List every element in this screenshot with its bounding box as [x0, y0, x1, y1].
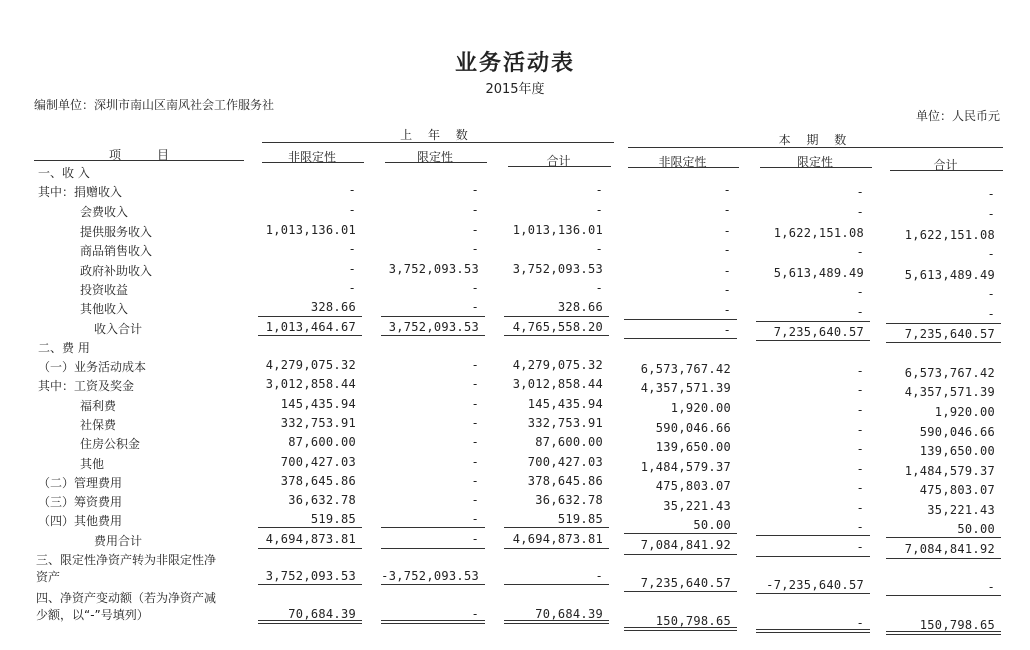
- row-label-5: 政府补助收入: [80, 264, 153, 278]
- cell-r6-c5: -: [987, 287, 995, 301]
- row-label-10: （一）业务活动成本: [38, 360, 147, 374]
- cell-r3-c2: 1,013,136.01: [512, 223, 603, 237]
- row-label-13: 社保费: [80, 418, 117, 432]
- cell-r17-c0: 36,632.78: [288, 493, 356, 507]
- cell-r10-c3: 6,573,767.42: [640, 362, 731, 376]
- cell-r8-c4: 7,235,640.57: [773, 325, 864, 339]
- row-label-15: 其他: [80, 457, 105, 471]
- cell-r1-c4: -: [856, 185, 864, 199]
- cell-r17-c4: -: [856, 501, 864, 515]
- header-underline-4: [760, 167, 872, 168]
- cell-r19-c3: 7,084,841.92: [640, 538, 731, 552]
- cell-r13-c0: 332,753.91: [280, 416, 356, 430]
- total-rule-19-1: [381, 548, 485, 549]
- cell-r4-c2: -: [595, 242, 603, 256]
- column-header-unrestricted-3: 非限定性: [658, 155, 707, 169]
- cell-r1-c5: -: [987, 187, 995, 201]
- total-rule-8-3: [624, 338, 737, 339]
- subtotal-rule-8-0: [258, 316, 362, 317]
- row-label-12: 福利费: [80, 399, 117, 413]
- cell-r20-c5: -: [987, 580, 995, 594]
- report-year: 2015年度: [485, 82, 545, 97]
- subtotal-rule-8-1: [381, 316, 485, 317]
- cell-r4-c5: -: [987, 247, 995, 261]
- cell-r13-c2: 332,753.91: [527, 416, 603, 430]
- cell-r14-c4: -: [856, 442, 864, 456]
- cell-r11-c3: 4,357,571.39: [640, 381, 731, 395]
- final-double-rule-2: [504, 620, 609, 624]
- cell-r11-c2: 3,012,858.44: [512, 377, 603, 391]
- subtotal-rule-8-4: [756, 321, 870, 322]
- cell-r20-c4: -7,235,640.57: [766, 578, 864, 592]
- cell-r4-c1: -: [471, 242, 479, 256]
- cell-r12-c5: 1,920.00: [934, 405, 995, 419]
- group-header-prior: 上 年 数: [400, 128, 474, 142]
- final-double-rule-5: [886, 631, 1001, 635]
- total-rule-20-1: [381, 584, 485, 585]
- cell-r10-c0: 4,279,075.32: [265, 358, 356, 372]
- cell-r19-c4: -: [856, 540, 864, 554]
- cell-r15-c2: 700,427.03: [527, 455, 603, 469]
- compiling-unit: 编制单位：深圳市南山区南风社会工作服务社: [34, 98, 275, 112]
- cell-r21-c4: -: [856, 616, 864, 630]
- row-label-20: 三、限定性净资产转为非限定性净: [36, 553, 217, 567]
- group-header-current: 本 期 数: [778, 133, 853, 147]
- row-label-3: 提供服务收入: [80, 225, 153, 239]
- cell-r19-c2: 4,694,873.81: [512, 532, 603, 546]
- cell-r21-c1: -: [471, 607, 479, 621]
- cell-r8-c1: 3,752,093.53: [388, 320, 479, 334]
- column-header-unrestricted-0: 非限定性: [287, 150, 336, 164]
- cell-r3-c3: -: [723, 224, 731, 238]
- row-label-9: 二、费 用: [38, 341, 90, 355]
- total-rule-20-2: [504, 584, 609, 585]
- row-label-1: 其中：捐赠收入: [38, 185, 123, 199]
- cell-r17-c2: 36,632.78: [535, 493, 603, 507]
- cell-r4-c0: -: [348, 242, 356, 256]
- column-header-total-5: 合计: [933, 158, 958, 172]
- cell-r11-c0: 3,012,858.44: [265, 377, 356, 391]
- header-underline-1: [385, 162, 487, 163]
- row-label-19: 费用合计: [94, 534, 143, 548]
- cell-r2-c5: -: [987, 207, 995, 221]
- cell-r7-c2: 328.66: [557, 300, 603, 314]
- report-title: 业务活动表: [454, 50, 575, 76]
- row-label-16: （二）管理费用: [38, 476, 123, 490]
- cell-r13-c5: 590,046.66: [919, 425, 995, 439]
- cell-r14-c5: 139,650.00: [919, 444, 995, 458]
- cell-r15-c5: 1,484,579.37: [904, 464, 995, 478]
- cell-r14-c3: 139,650.00: [655, 440, 731, 454]
- header-underline-item: [34, 160, 244, 161]
- cell-r10-c1: -: [471, 358, 479, 372]
- row-label-6: 投资收益: [80, 283, 129, 297]
- total-rule-8-2: [504, 335, 609, 336]
- row-label-18: （四）其他费用: [38, 514, 123, 528]
- row-label-cont-21: 少额，以“-”号填列）: [36, 608, 149, 622]
- cell-r1-c1: -: [471, 183, 479, 197]
- row-label-cont-20: 资产: [36, 570, 61, 584]
- cell-r12-c4: -: [856, 403, 864, 417]
- cell-r6-c2: -: [595, 281, 603, 295]
- cell-r13-c1: -: [471, 416, 479, 430]
- cell-r3-c0: 1,013,136.01: [265, 223, 356, 237]
- cell-r4-c4: -: [856, 245, 864, 259]
- cell-r3-c1: -: [471, 223, 479, 237]
- cell-r14-c2: 87,600.00: [535, 435, 603, 449]
- cell-r2-c4: -: [856, 205, 864, 219]
- cell-r10-c4: -: [856, 364, 864, 378]
- total-rule-20-4: [756, 593, 870, 594]
- cell-r13-c4: -: [856, 423, 864, 437]
- cell-r10-c5: 6,573,767.42: [904, 366, 995, 380]
- cell-r3-c5: 1,622,151.08: [904, 228, 995, 242]
- header-underline-3: [628, 167, 739, 168]
- row-label-11: 其中：工资及奖金: [38, 379, 135, 393]
- cell-r5-c1: 3,752,093.53: [388, 262, 479, 276]
- cell-r8-c2: 4,765,558.20: [512, 320, 603, 334]
- cell-r11-c4: -: [856, 383, 864, 397]
- column-header-item: 项 目: [108, 148, 169, 162]
- header-underline-2: [508, 166, 611, 167]
- total-rule-8-0: [258, 335, 362, 336]
- final-double-rule-4: [756, 629, 870, 633]
- cell-r18-c0: 519.85: [310, 512, 356, 526]
- total-rule-20-3: [624, 591, 737, 592]
- cell-r2-c2: -: [595, 203, 603, 217]
- cell-r20-c0: 3,752,093.53: [265, 569, 356, 583]
- subtotal-rule-8-3: [624, 319, 737, 320]
- final-double-rule-0: [258, 620, 362, 624]
- cell-r6-c1: -: [471, 281, 479, 295]
- cell-r16-c5: 475,803.07: [919, 483, 995, 497]
- cell-r18-c5: 50.00: [957, 522, 995, 536]
- cell-r8-c3: -: [723, 323, 731, 337]
- cell-r16-c1: -: [471, 474, 479, 488]
- cell-r14-c1: -: [471, 435, 479, 449]
- cell-r16-c0: 378,645.86: [280, 474, 356, 488]
- cell-r17-c3: 35,221.43: [663, 499, 731, 513]
- total-rule-8-1: [381, 335, 485, 336]
- cell-r1-c2: -: [595, 183, 603, 197]
- cell-r13-c3: 590,046.66: [655, 421, 731, 435]
- cell-r12-c2: 145,435.94: [527, 397, 603, 411]
- cell-r19-c0: 4,694,873.81: [265, 532, 356, 546]
- cell-r7-c1: -: [471, 300, 479, 314]
- subtotal-rule-19-1: [381, 527, 485, 528]
- cell-r21-c3: 150,798.65: [655, 614, 731, 628]
- subtotal-rule-8-5: [886, 323, 1001, 324]
- subtotal-rule-19-0: [258, 527, 362, 528]
- cell-r12-c1: -: [471, 397, 479, 411]
- cell-r6-c4: -: [856, 285, 864, 299]
- header-underline-0: [262, 162, 364, 163]
- cell-r5-c4: 5,613,489.49: [773, 266, 864, 280]
- row-label-2: 会费收入: [80, 205, 129, 219]
- cell-r8-c5: 7,235,640.57: [904, 327, 995, 341]
- group-underline-current: [628, 147, 1003, 148]
- column-header-restricted-1: 限定性: [416, 150, 453, 164]
- row-label-4: 商品销售收入: [80, 244, 153, 258]
- cell-r19-c5: 7,084,841.92: [904, 542, 995, 556]
- total-rule-8-4: [756, 340, 870, 341]
- row-label-8: 收入合计: [94, 322, 143, 336]
- row-label-0: 一、收 入: [38, 166, 90, 180]
- cell-r17-c1: -: [471, 493, 479, 507]
- cell-r15-c4: -: [856, 462, 864, 476]
- cell-r16-c4: -: [856, 481, 864, 495]
- cell-r19-c1: -: [471, 532, 479, 546]
- subtotal-rule-19-3: [624, 533, 737, 534]
- cell-r20-c3: 7,235,640.57: [640, 576, 731, 590]
- cell-r12-c0: 145,435.94: [280, 397, 356, 411]
- header-underline-5: [890, 170, 1003, 171]
- cell-r16-c3: 475,803.07: [655, 479, 731, 493]
- cell-r14-c0: 87,600.00: [288, 435, 356, 449]
- cell-r11-c5: 4,357,571.39: [904, 385, 995, 399]
- total-rule-19-4: [756, 556, 870, 557]
- total-rule-20-5: [886, 595, 1001, 596]
- row-label-17: （三）筹资费用: [38, 495, 123, 509]
- total-rule-19-0: [258, 548, 362, 549]
- cell-r7-c5: -: [987, 307, 995, 321]
- cell-r1-c0: -: [348, 183, 356, 197]
- cell-r2-c3: -: [723, 203, 731, 217]
- cell-r4-c3: -: [723, 243, 731, 257]
- cell-r12-c3: 1,920.00: [670, 401, 731, 415]
- row-label-14: 住房公积金: [80, 437, 141, 451]
- cell-r7-c3: -: [723, 303, 731, 317]
- cell-r18-c1: -: [471, 512, 479, 526]
- cell-r16-c2: 378,645.86: [527, 474, 603, 488]
- group-underline-prior: [262, 142, 614, 143]
- cell-r15-c0: 700,427.03: [280, 455, 356, 469]
- cell-r18-c2: 519.85: [557, 512, 603, 526]
- cell-r5-c3: -: [723, 264, 731, 278]
- column-header-total-2: 合计: [546, 154, 571, 168]
- final-double-rule-1: [381, 620, 485, 624]
- cell-r3-c4: 1,622,151.08: [773, 226, 864, 240]
- cell-r5-c2: 3,752,093.53: [512, 262, 603, 276]
- cell-r17-c5: 35,221.43: [927, 503, 995, 517]
- total-rule-19-2: [504, 548, 609, 549]
- cell-r15-c1: -: [471, 455, 479, 469]
- cell-r21-c2: 70,684.39: [535, 607, 603, 621]
- cell-r6-c3: -: [723, 283, 731, 297]
- total-rule-19-5: [886, 558, 1001, 559]
- cell-r15-c3: 1,484,579.37: [640, 460, 731, 474]
- subtotal-rule-19-4: [756, 535, 870, 536]
- cell-r21-c0: 70,684.39: [288, 607, 356, 621]
- cell-r11-c1: -: [471, 377, 479, 391]
- cell-r20-c1: -3,752,093.53: [381, 569, 479, 583]
- cell-r2-c0: -: [348, 203, 356, 217]
- cell-r7-c4: -: [856, 305, 864, 319]
- cell-r5-c5: 5,613,489.49: [904, 268, 995, 282]
- final-double-rule-3: [624, 627, 737, 631]
- total-rule-20-0: [258, 584, 362, 585]
- row-label-21: 四、净资产变动额（若为净资产减: [36, 591, 217, 605]
- cell-r1-c3: -: [723, 183, 731, 197]
- cell-r20-c2: -: [595, 569, 603, 583]
- subtotal-rule-19-2: [504, 527, 609, 528]
- cell-r8-c0: 1,013,464.67: [265, 320, 356, 334]
- cell-r18-c3: 50.00: [693, 518, 731, 532]
- row-label-7: 其他收入: [80, 302, 129, 316]
- cell-r21-c5: 150,798.65: [919, 618, 995, 632]
- cell-r18-c4: -: [856, 520, 864, 534]
- cell-r10-c2: 4,279,075.32: [512, 358, 603, 372]
- total-rule-19-3: [624, 554, 737, 555]
- currency-unit: 单位：人民币元: [915, 109, 1000, 123]
- cell-r5-c0: -: [348, 262, 356, 276]
- subtotal-rule-8-2: [504, 316, 609, 317]
- cell-r6-c0: -: [348, 281, 356, 295]
- cell-r7-c0: 328.66: [310, 300, 356, 314]
- column-header-restricted-4: 限定性: [796, 155, 833, 169]
- total-rule-8-5: [886, 342, 1001, 343]
- cell-r2-c1: -: [471, 203, 479, 217]
- subtotal-rule-19-5: [886, 537, 1001, 538]
